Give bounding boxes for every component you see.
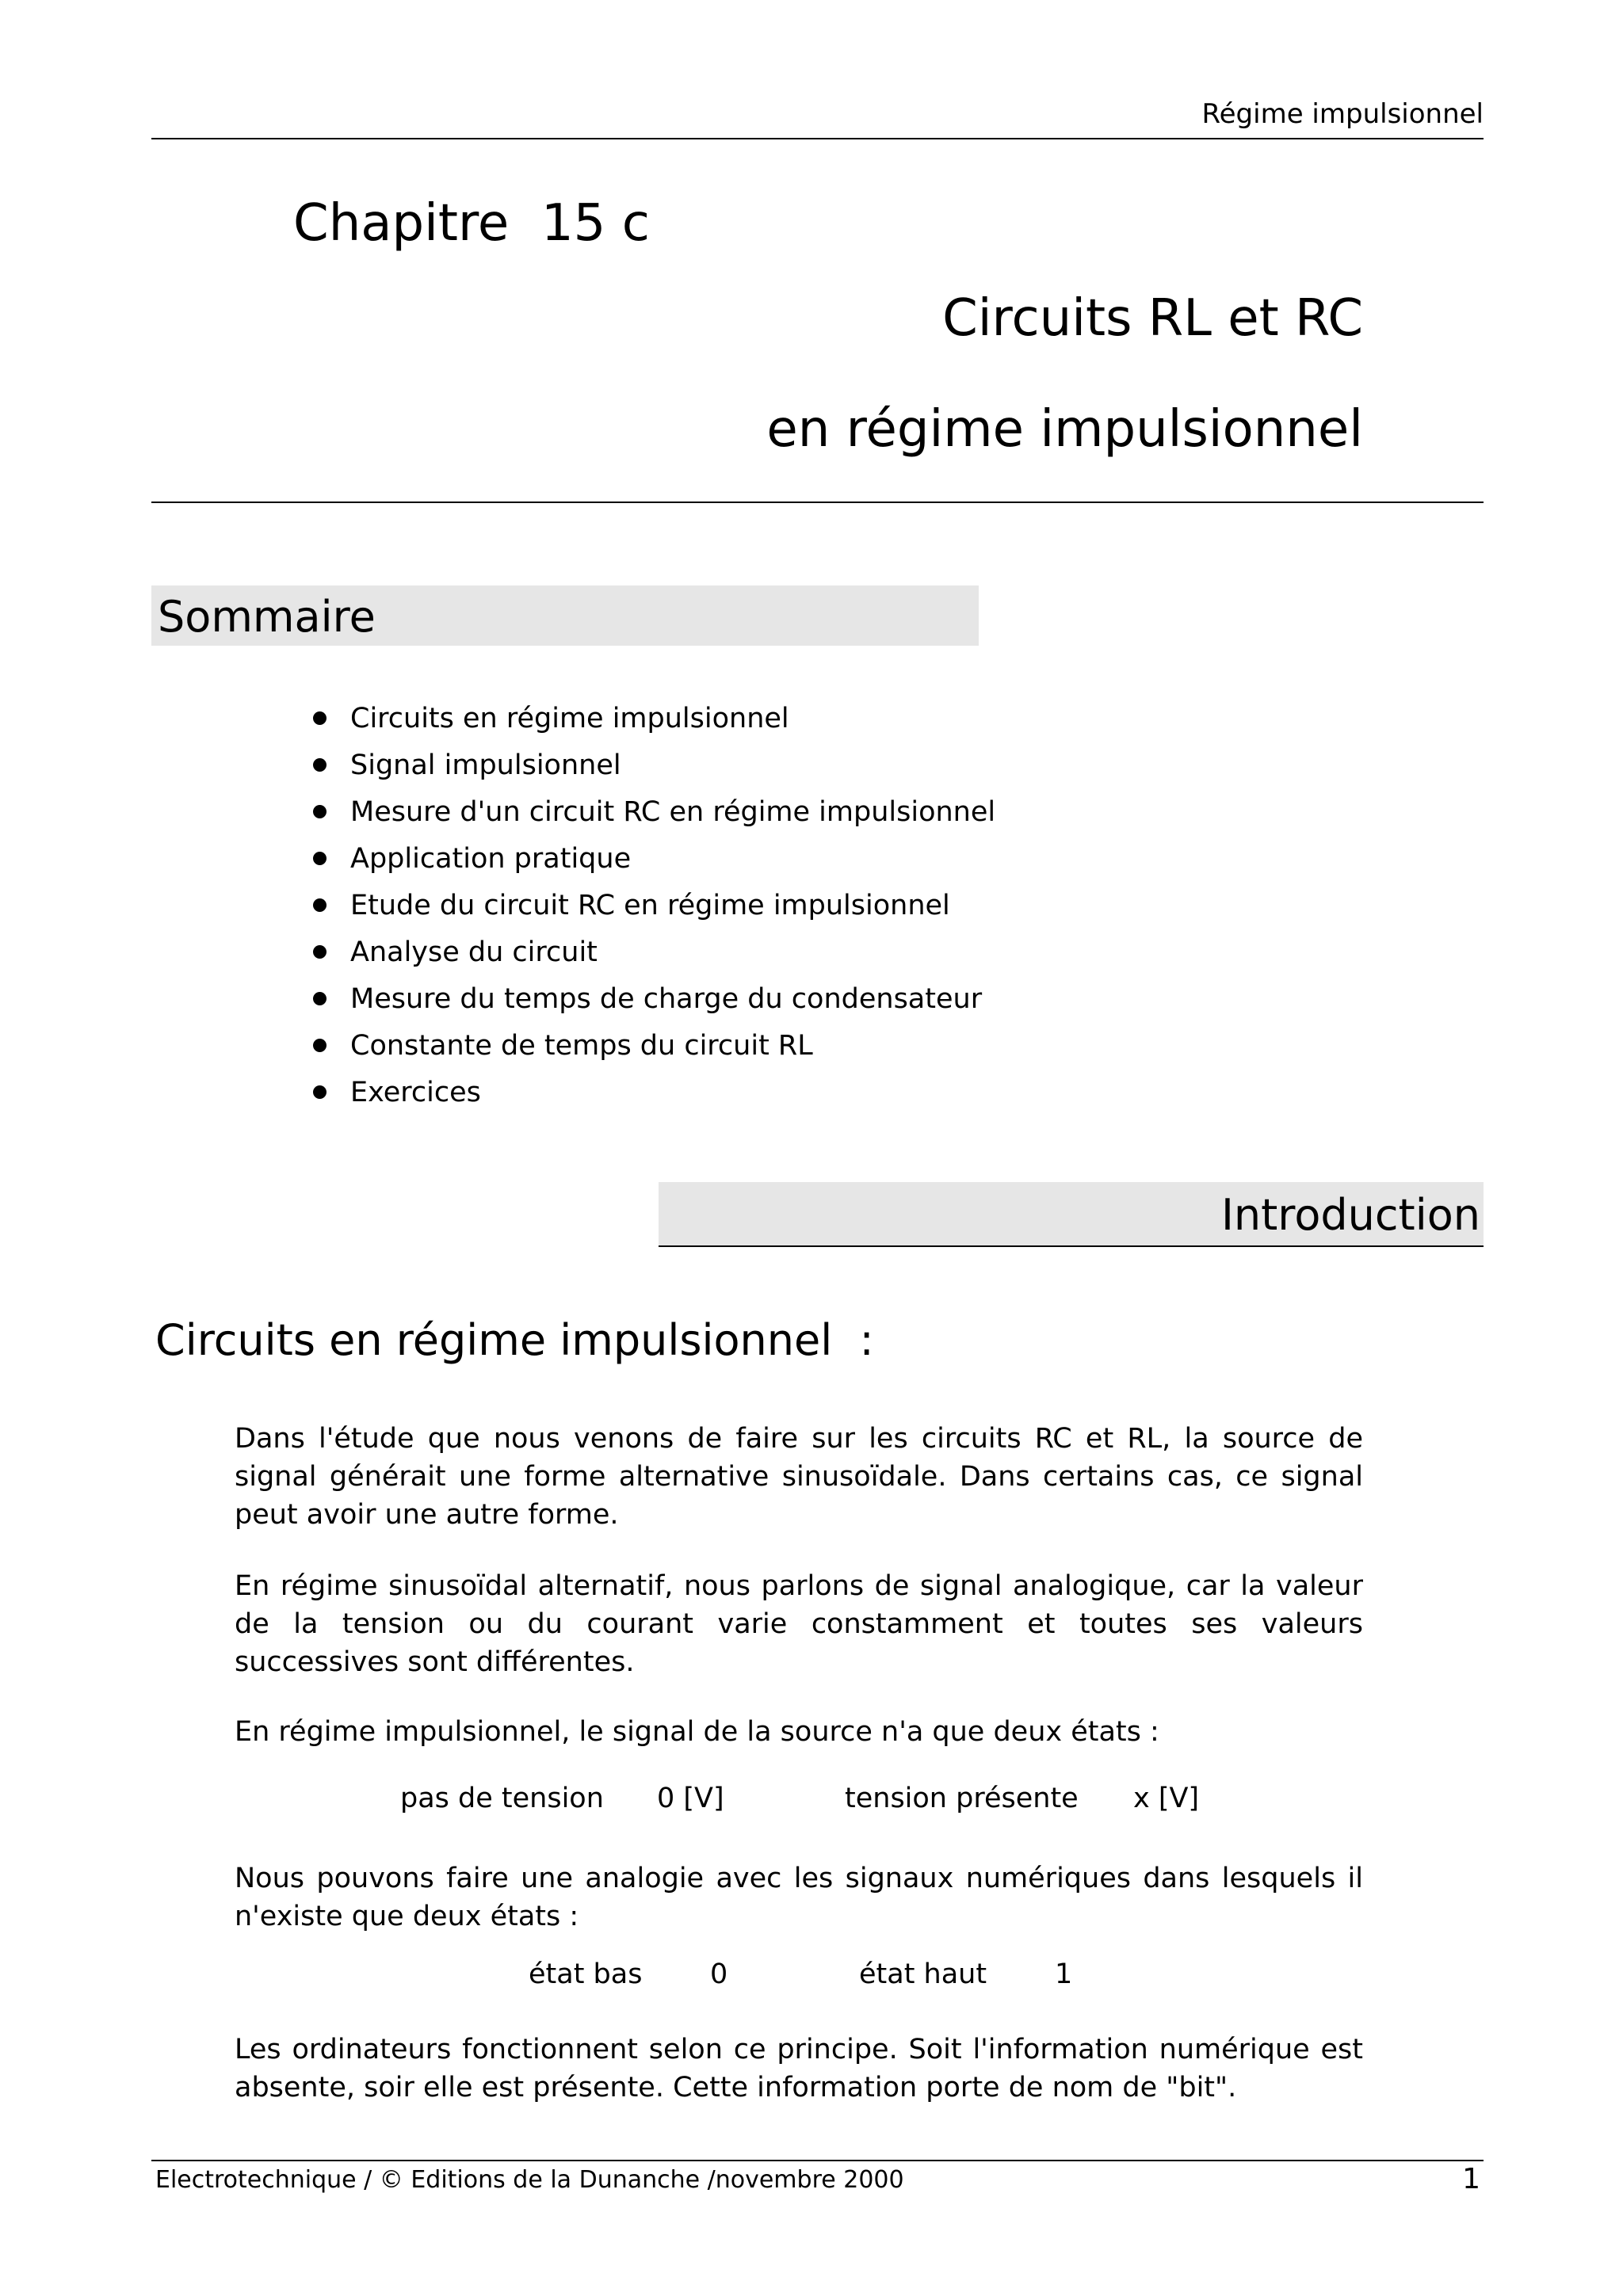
summary-item: Exercices xyxy=(309,1070,995,1116)
summary-item: Signal impulsionnel xyxy=(309,742,995,789)
paragraph: Les ordinateurs fonctionnent selon ce principe. Soit l'information numérique est absente, soir elle est présente. Cette information porte de nom de "bit". xyxy=(235,2034,1363,2103)
paragraph: En régime impulsionnel, le signal de la source n'a que deux états : xyxy=(235,1716,1159,1748)
source-state-value: 0 [V] xyxy=(657,1783,724,1814)
section-heading: Circuits en régime impulsionnel : xyxy=(155,1315,874,1365)
source-state-value: x [V] xyxy=(1133,1783,1200,1814)
summary-heading-box xyxy=(151,585,979,646)
summary-item: Etude du circuit RC en régime impulsionnel xyxy=(309,883,995,929)
summary-item: Mesure du temps de charge du condensateur xyxy=(309,976,995,1023)
header-rule xyxy=(151,138,1484,139)
chapter-number: Chapitre 15 c xyxy=(293,194,650,253)
title-line-2: en régime impulsionnel xyxy=(766,400,1363,459)
summary-item: Mesure d'un circuit RC en régime impulsionnel xyxy=(309,789,995,836)
source-state-label: tension présente xyxy=(845,1783,1079,1814)
source-state-label: pas de tension xyxy=(400,1783,604,1814)
summary-item: Application pratique xyxy=(309,836,995,883)
summary-item: Circuits en régime impulsionnel xyxy=(309,696,995,742)
running-header: Régime impulsionnel xyxy=(1201,98,1484,130)
digital-state-label: état bas xyxy=(529,1958,643,1990)
title-rule xyxy=(151,502,1484,503)
digital-state-label: état haut xyxy=(859,1958,987,1990)
title-line-1: Circuits RL et RC xyxy=(942,289,1363,348)
footer-rule xyxy=(151,2160,1484,2161)
digital-state-value: 0 xyxy=(710,1958,728,1990)
paragraph: En régime sinusoïdal alternatif, nous parlons de signal analogique, car la valeur de la tension ou du courant varie constamment et toutes ses valeurs successives sont différentes. xyxy=(235,1570,1363,1678)
introduction-heading-box xyxy=(659,1182,1484,1247)
introduction-heading: Introduction xyxy=(1220,1190,1480,1240)
summary-heading: Sommaire xyxy=(158,592,376,642)
page-number: 1 xyxy=(1462,2163,1480,2195)
summary-item: Analyse du circuit xyxy=(309,929,995,976)
paragraph: Dans l'étude que nous venons de faire sur les circuits RC et RL, la source de signal générait une forme alternative sinusoïdale. Dans certains cas, ce signal peut avoir une autre forme. xyxy=(235,1423,1363,1531)
digital-state-value: 1 xyxy=(1055,1958,1073,1990)
paragraph: Nous pouvons faire une analogie avec les signaux numériques dans lesquels il n'existe que deux états : xyxy=(235,1863,1363,1932)
summary-list xyxy=(309,696,995,1116)
footer-text: Electrotechnique / © Editions de la Dunanche /novembre 2000 xyxy=(155,2166,904,2194)
summary-item: Constante de temps du circuit RL xyxy=(309,1023,995,1070)
